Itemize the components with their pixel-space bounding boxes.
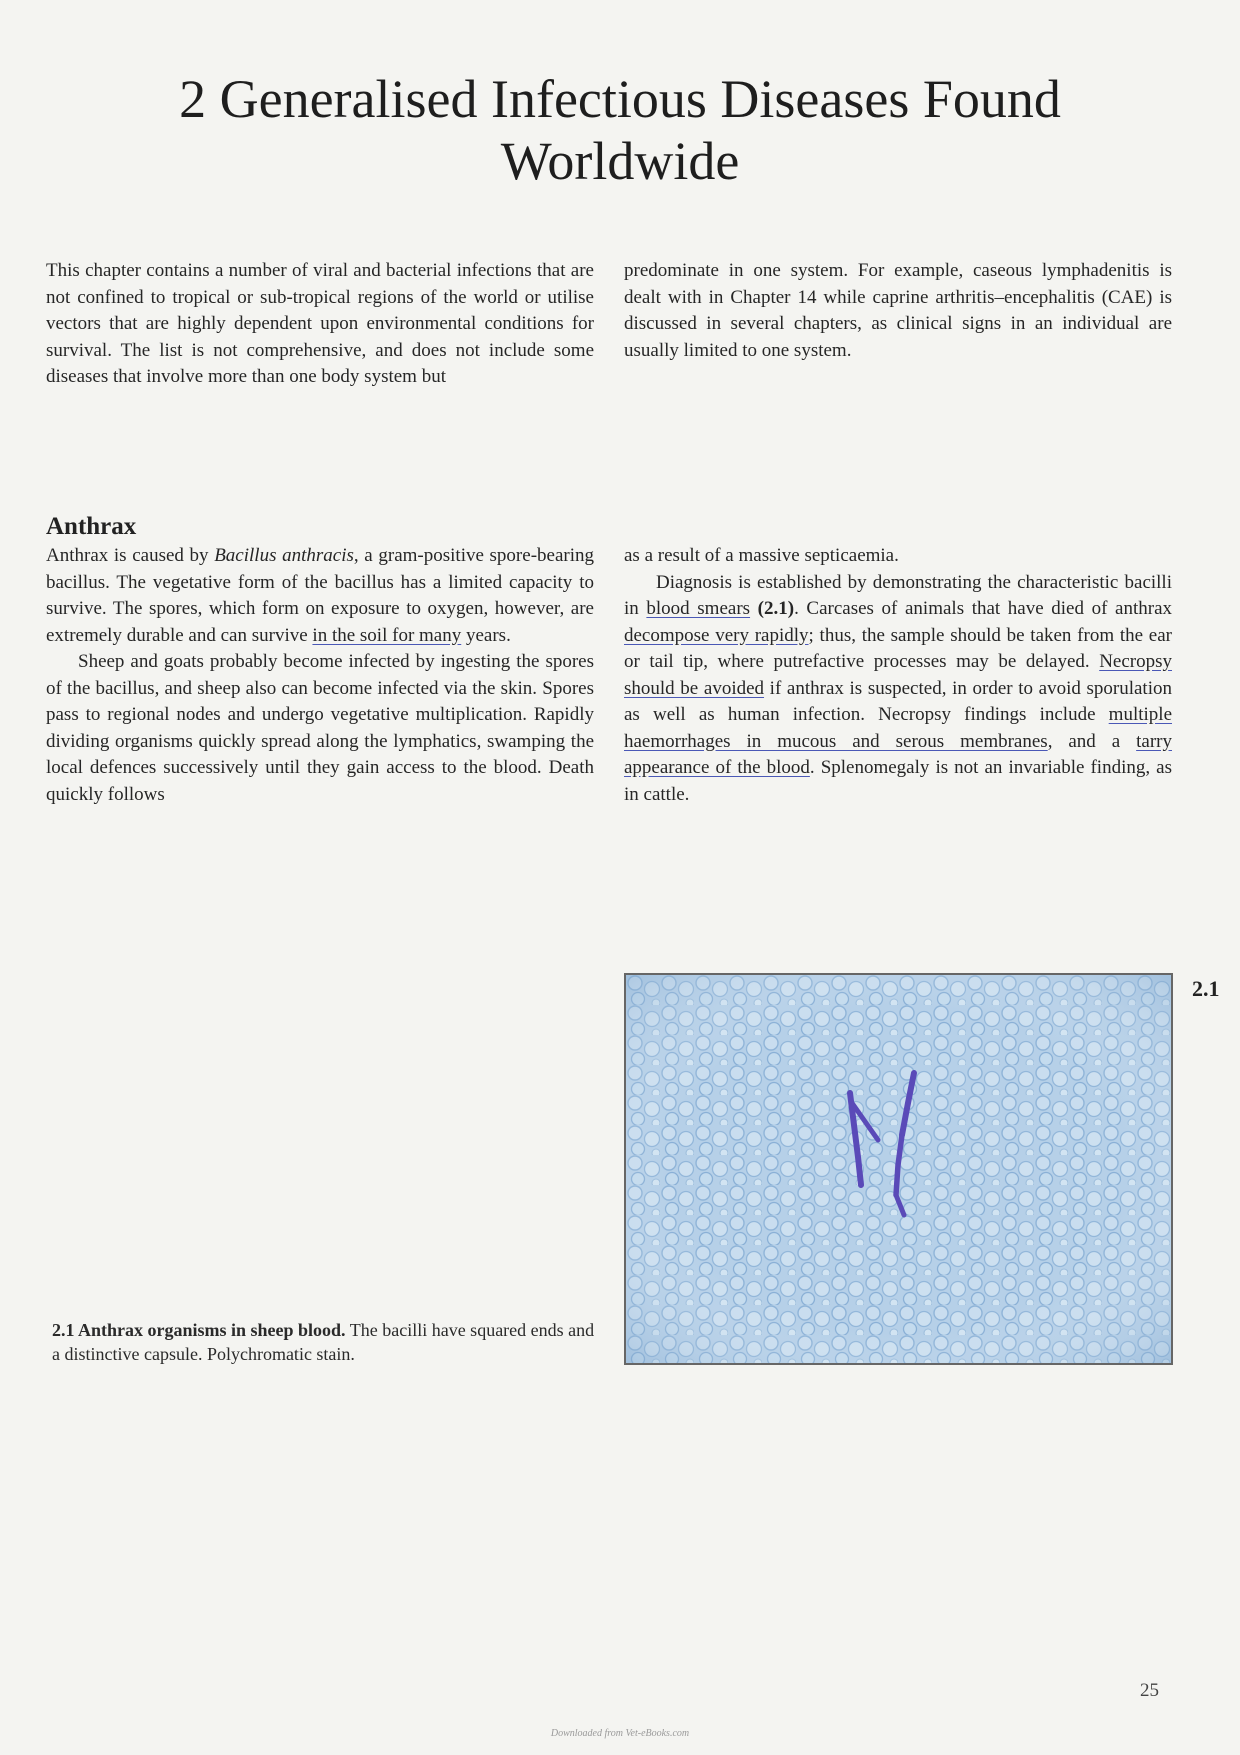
blood-smear-image	[626, 975, 1171, 1363]
figure-number: 2.1	[1192, 976, 1220, 1001]
text-run: , a gram-positive spore-bearing bacillus. The vegetative form of the bacillus has a limited capacity to survive. The spores, which form on exposure to oxygen, however, are extremely durable and can survive	[46, 545, 594, 646]
intro-paragraph-right: predominate in one system. For example, caseous lymphadenitis is dealt with in Chapter 14 while caprine arthritis–encephalitis (CAE) is discussed in several chapters, as clinical signs in an individual are usually limited to one system.	[624, 260, 1172, 361]
footer-watermark: Downloaded from Vet-eBooks.com	[550, 1728, 690, 1739]
underlined-phrase: blood smears	[646, 598, 751, 619]
anthrax-right-column	[624, 543, 1172, 808]
text-run: Anthrax is caused by	[46, 545, 215, 566]
page-number: 25	[1140, 1680, 1159, 1701]
underlined-phrase: decompose very rapidly	[624, 624, 809, 646]
anthrax-left-column	[46, 543, 594, 808]
text-run: if anthrax is suspected, in order to avoid sporulation as well as human infection. Necropsy findings include	[624, 677, 1172, 725]
caption-label: 2.1 Anthrax organisms in sheep blood.	[52, 1320, 346, 1340]
text-run: . Splenomegaly is not an invariable finding, as in cattle.	[624, 757, 1172, 805]
figure-caption	[52, 1318, 600, 1366]
intro-paragraph-left: This chapter contains a number of viral and bacterial infections that are not confined to tropical or sub-tropical regions of the world or utilise vectors that are highly dependent upon environmental conditions for survival. The list is not comprehensive, and does not include some diseases that involve more than one body system but	[46, 260, 594, 387]
anthrax-paragraph-3: as a result of a massive septicaemia.	[624, 545, 899, 566]
intro-right-column	[624, 258, 1172, 364]
text-run: years.	[461, 624, 511, 646]
anthrax-paragraph-4	[624, 570, 1172, 809]
text-run: , and a	[1047, 730, 1137, 752]
anthrax-paragraph-2: Sheep and goats probably become infected by ingesting the spores of the bacillus, and sheep also can become infected via the skin. Spores pass to regional nodes and undergo vegetative multiplication. Rapidly dividing organisms quickly spread along the lymphatics, swamping the local defences successively until they gain access to the blood. Death quickly follows	[46, 651, 594, 805]
underlined-phrase: multiple haemorrhages in mucous and serous membranes	[624, 704, 1172, 752]
text-run: ; thus, the sample should be taken from the ear or tail tip, where putrefactive processes may be delayed.	[624, 624, 1172, 672]
figure-reference[interactable]: (2.1)	[757, 598, 795, 619]
caption-text: The bacilli have squared ends and a distinctive capsule. Polychromatic stain.	[52, 1320, 595, 1364]
section-heading-anthrax: Anthrax	[46, 513, 137, 540]
underlined-phrase: Necropsy should be avoided	[624, 651, 1172, 699]
intro-left-column	[46, 258, 594, 391]
underlined-phrase: in the soil for many	[312, 624, 462, 646]
text-run: Diagnosis is established by demonstrating the characteristic bacilli in	[624, 571, 1172, 619]
chapter-title: 2 Generalised Infectious Diseases Found Worldwide	[179, 69, 1061, 191]
text-run: . Carcases of animals that have died of anthrax	[794, 598, 1172, 619]
figure-2-1-micrograph	[624, 973, 1173, 1365]
organism-name: Bacillus anthracis	[214, 545, 354, 566]
underlined-phrase: tarry appearance of the blood	[624, 730, 1172, 778]
anthrax-paragraph-1	[46, 543, 594, 649]
